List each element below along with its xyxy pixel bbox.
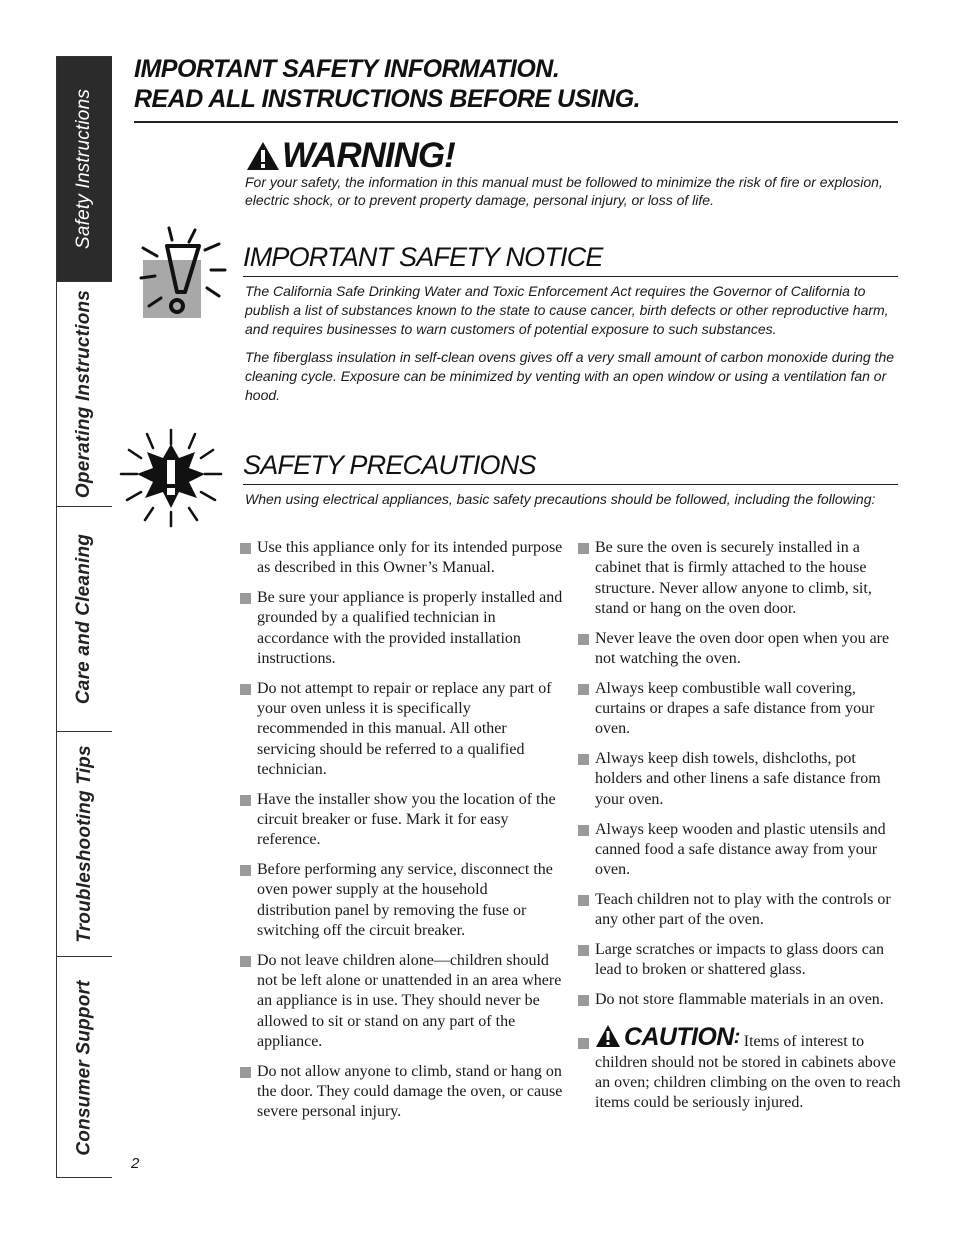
square-bullet-icon <box>240 543 251 554</box>
caution-text: Items of interest to children should not be stored in cabinets above an oven; children climbing on the oven to reach items could be seriously injured. <box>595 1033 901 1112</box>
tab-operating-instructions[interactable] <box>57 282 112 507</box>
header-line-2: READ ALL INSTRUCTIONS BEFORE USING. <box>134 85 641 113</box>
warning-title: WARNING! <box>282 136 455 175</box>
warning-triangle-icon <box>246 141 280 171</box>
tab-consumer-support[interactable] <box>57 957 112 1179</box>
tab-label: Operating Instructions <box>73 289 95 499</box>
precautions-left-column <box>240 538 564 1132</box>
list-item: Do not allow anyone to climb, stand or hang on the door. They could damage the oven, or cause severe personal injury. <box>240 1062 564 1123</box>
square-bullet-icon <box>240 956 251 967</box>
notice-paragraph-1: The California Safe Drinking Water and Toxic Enforcement Act requires the Governor of California to publish a list of substances known to the state to cause cancer, birth defects or other reproductive harm, and requires businesses to warn customers of potential exposure to such substances. <box>245 283 889 337</box>
page-number: 2 <box>131 1155 140 1172</box>
caution-triangle-icon <box>595 1024 621 1048</box>
list-item: Teach children not to play with the controls or any other part of the oven. <box>578 890 902 931</box>
caution-label: CAUTION <box>624 1023 734 1052</box>
list-item: Do not leave children alone—children should not be left alone or unattended in an area where an appliance is in use. They should never be allowed to sit or stand on any part of the appliance. <box>240 951 564 1052</box>
square-bullet-icon <box>578 1038 589 1049</box>
list-item: Never leave the oven door open when you are not watching the oven. <box>578 629 902 670</box>
tab-troubleshooting-tips[interactable] <box>57 732 112 957</box>
list-item: Always keep wooden and plastic utensils and canned food a safe distance away from your oven. <box>578 820 902 881</box>
burst-alert-icon <box>117 428 225 528</box>
tab-label: Consumer Support <box>73 980 95 1156</box>
tab-care-and-cleaning[interactable] <box>57 507 112 732</box>
precautions-intro: When using electrical appliances, basic safety precautions should be followed, including the following: <box>245 491 876 507</box>
caution-separator: : <box>733 1026 740 1049</box>
list-item: Do not attempt to repair or replace any part of your oven unless it is specifically recommended in this manual. All other servicing should be referred to a qualified technician. <box>240 679 564 780</box>
tab-label: Safety Instructions <box>73 88 95 250</box>
notice-title: IMPORTANT SAFETY NOTICE <box>243 242 603 272</box>
square-bullet-icon <box>240 865 251 876</box>
list-item: Use this appliance only for its intended purpose as described in this Owner’s Manual. <box>240 538 564 579</box>
list-item: Before performing any service, disconnect the oven power supply at the household distribution panel by removing the fuse or switching off the circuit breaker. <box>240 860 564 941</box>
warning-body: For your safety, the information in this manual must be followed to minimize the risk of fire or explosion, electric shock, or to prevent property damage, personal injury, or loss of life. <box>245 174 883 208</box>
list-item: Always keep combustible wall covering, curtains or drapes a safe distance from your oven. <box>578 679 902 740</box>
square-bullet-icon <box>240 795 251 806</box>
warning-heading <box>246 136 455 176</box>
list-item: Do not store flammable materials in an oven. <box>578 990 902 1010</box>
list-item: Large scratches or impacts to glass doors can lead to broken or shattered glass. <box>578 940 902 981</box>
square-bullet-icon <box>240 684 251 695</box>
tab-label: Care and Cleaning <box>73 533 95 705</box>
square-bullet-icon <box>578 543 589 554</box>
notice-paragraph-2: The fiberglass insulation in self-clean ovens gives off a very small amount of carbon monoxide during the cleaning cycle. Exposure can be minimized by venting with an open window or using a ventilation fan or hood. <box>245 349 895 403</box>
side-tabs <box>56 56 112 1178</box>
caution-item <box>578 1024 902 1113</box>
precautions-title: SAFETY PRECAUTIONS <box>243 450 536 480</box>
square-bullet-icon <box>578 634 589 645</box>
list-item: Be sure your appliance is properly installed and grounded by a qualified technician in accordance with the provided installation instructions. <box>240 588 564 669</box>
list-item: Have the installer show you the location of the circuit breaker or fuse. Mark it for easy reference. <box>240 790 564 851</box>
tab-label: Troubleshooting Tips <box>73 745 95 943</box>
caution-heading <box>595 1023 740 1052</box>
square-bullet-icon <box>578 945 589 956</box>
notice-divider <box>243 276 898 277</box>
list-item: Be sure the oven is securely installed in a cabinet that is firmly attached to the house structure. Never allow anyone to climb, sit, stand or hang on the oven door. <box>578 538 902 619</box>
square-bullet-icon <box>578 995 589 1006</box>
square-bullet-icon <box>578 684 589 695</box>
square-bullet-icon <box>578 754 589 765</box>
square-bullet-icon <box>240 593 251 604</box>
square-bullet-icon <box>578 895 589 906</box>
list-item: Always keep dish towels, dishcloths, pot holders and other linens a safe distance from your oven. <box>578 749 902 810</box>
tab-safety-instructions[interactable] <box>57 57 112 282</box>
page-header <box>134 54 898 123</box>
exclamation-alert-icon <box>139 226 229 320</box>
precautions-right-column <box>578 538 902 1123</box>
square-bullet-icon <box>240 1067 251 1078</box>
header-line-1: IMPORTANT SAFETY INFORMATION. <box>134 55 560 83</box>
square-bullet-icon <box>578 825 589 836</box>
precautions-divider <box>243 484 898 485</box>
